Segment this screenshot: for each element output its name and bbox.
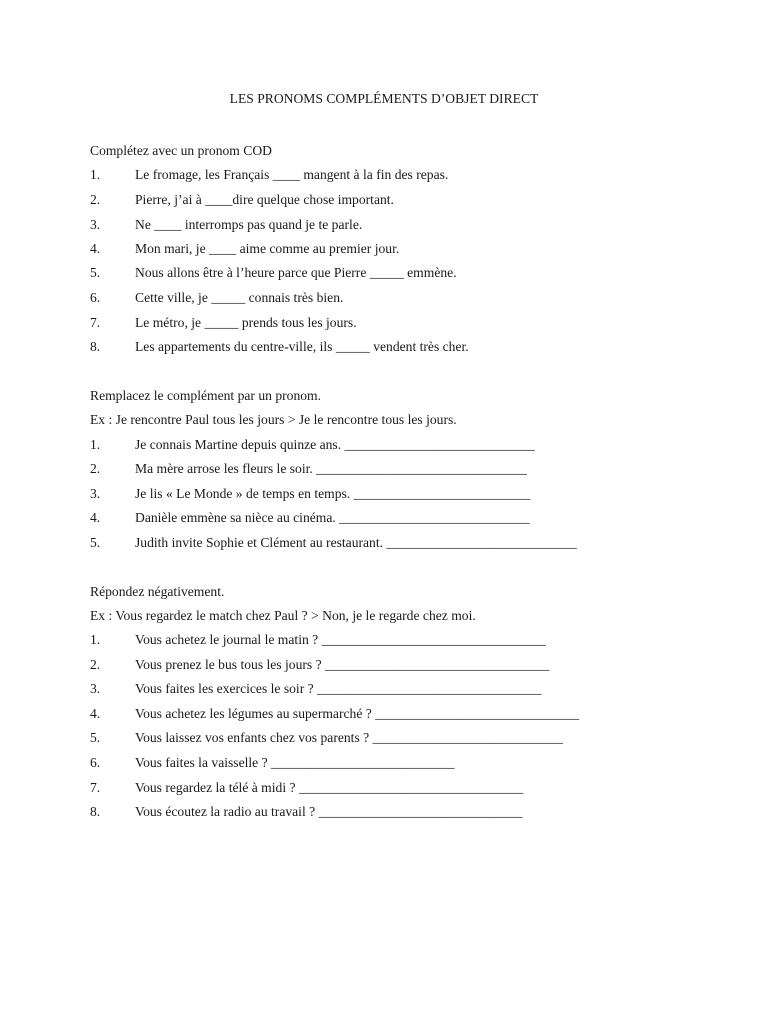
section3-item: [90, 755, 455, 771]
item-text: Les appartements du centre-ville, ils _____ vendent très cher.: [135, 339, 469, 354]
item-number: 6.: [90, 755, 101, 770]
section3-item: [90, 632, 546, 648]
item-text: Nous allons être à l’heure parce que Pierre _____ emmène.: [135, 265, 457, 280]
section1-item: [90, 339, 469, 355]
item-number: 2.: [90, 657, 101, 672]
section1-item: [90, 290, 343, 306]
item-number: 1.: [90, 437, 101, 452]
item-text: Vous achetez le journal le matin ? _________________________________: [135, 632, 546, 647]
item-text: Mon mari, je ____ aime comme au premier jour.: [135, 241, 400, 256]
item-text: Pierre, j’ai à ____dire quelque chose important.: [135, 192, 394, 207]
item-text: Vous prenez le bus tous les jours ? _________________________________: [135, 657, 550, 672]
item-text: Le fromage, les Français ____ mangent à la fin des repas.: [135, 167, 449, 182]
section1-instruction: Complétez avec un pronom COD: [90, 143, 272, 158]
section1-item: [90, 241, 399, 257]
section2-item: [90, 437, 535, 453]
section3-example: Ex : Vous regardez le match chez Paul ? > Non, je le regarde chez moi.: [90, 608, 476, 623]
section2-item: [90, 461, 527, 477]
item-text: Le métro, je _____ prends tous les jours.: [135, 315, 357, 330]
item-number: 4.: [90, 706, 101, 721]
section2-item: [90, 535, 577, 551]
section1-item: [90, 192, 394, 208]
item-number: 1.: [90, 167, 101, 182]
item-text: Cette ville, je _____ connais très bien.: [135, 290, 344, 305]
section2-item: [90, 486, 530, 502]
section3-item: [90, 706, 579, 722]
item-number: 7.: [90, 315, 101, 330]
section3-item: [90, 681, 541, 697]
item-text: Judith invite Sophie et Clément au restaurant. ____________________________: [135, 535, 577, 550]
section1-item: [90, 265, 457, 281]
item-number: 5.: [90, 535, 101, 550]
item-text: Vous regardez la télé à midi ? _________________________________: [135, 780, 524, 795]
section1-item: [90, 167, 448, 183]
item-text: Danièle emmène sa nièce au cinéma. ____________________________: [135, 510, 530, 525]
item-number: 8.: [90, 804, 101, 819]
item-number: 4.: [90, 510, 101, 525]
section3-item: [90, 730, 563, 746]
item-number: 2.: [90, 192, 101, 207]
section1-item: [90, 315, 357, 331]
section2-example: Ex : Je rencontre Paul tous les jours > Je le rencontre tous les jours.: [90, 412, 457, 427]
item-number: 6.: [90, 290, 101, 305]
item-text: Vous faites la vaisselle ? ___________________________: [135, 755, 455, 770]
section3-instruction: Répondez négativement.: [90, 584, 225, 599]
section3-item: [90, 657, 549, 673]
item-text: Vous achetez les légumes au supermarché ? ______________________________: [135, 706, 580, 721]
item-text: Vous écoutez la radio au travail ? ______________________________: [135, 804, 523, 819]
item-number: 4.: [90, 241, 101, 256]
item-number: 3.: [90, 217, 101, 232]
item-number: 5.: [90, 730, 101, 745]
section1-item: [90, 217, 362, 233]
section2-item: [90, 510, 530, 526]
item-text: Je lis « Le Monde » de temps en temps. __________________________: [135, 486, 531, 501]
section3-item: [90, 804, 522, 820]
item-number: 7.: [90, 780, 101, 795]
page-title: LES PRONOMS COMPLÉMENTS D’OBJET DIRECT: [229, 91, 539, 106]
section3-item: [90, 780, 523, 796]
item-text: Ma mère arrose les fleurs le soir. _______________________________: [135, 461, 527, 476]
item-text: Vous faites les exercices le soir ? _________________________________: [135, 681, 542, 696]
item-text: Je connais Martine depuis quinze ans. ____________________________: [135, 437, 535, 452]
item-number: 3.: [90, 681, 101, 696]
item-text: Vous laissez vos enfants chez vos parents ? ____________________________: [135, 730, 563, 745]
item-number: 5.: [90, 265, 101, 280]
item-number: 8.: [90, 339, 101, 354]
item-number: 2.: [90, 461, 101, 476]
item-text: Ne ____ interromps pas quand je te parle.: [135, 217, 363, 232]
item-number: 1.: [90, 632, 101, 647]
section2-instruction: Remplacez le complément par un pronom.: [90, 388, 322, 403]
item-number: 3.: [90, 486, 101, 501]
